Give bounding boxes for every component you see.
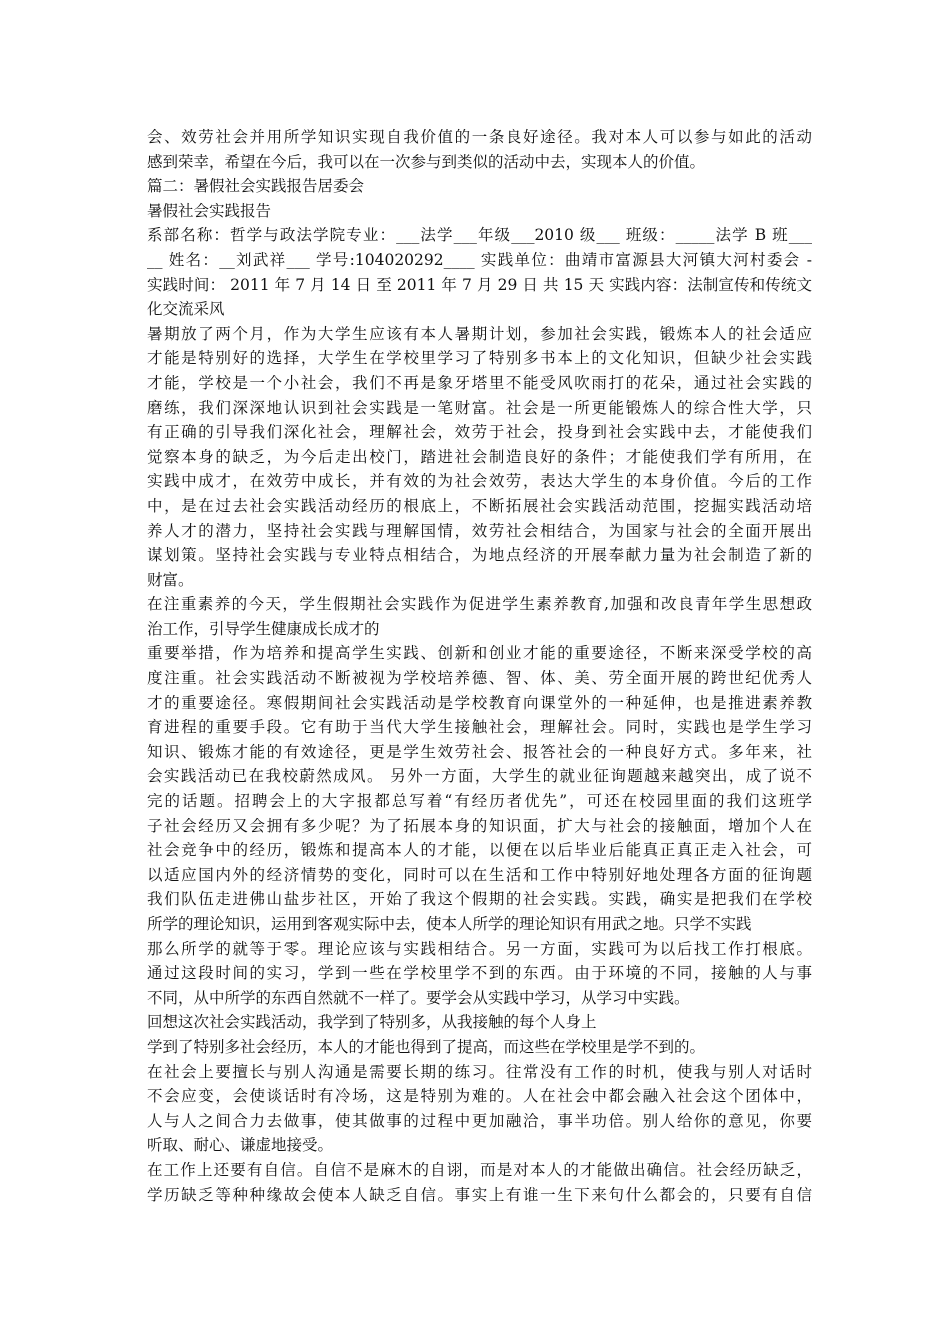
text-line: 在社会上要擅长与别人沟通是需要长期的练习。往常没有工作的时机，使我与别人对话时 bbox=[147, 1062, 812, 1081]
text-line: 社会竞争中的经历，锻炼和提高本人的才能，以便在以后毕业后能真正真正走入社会，可 bbox=[147, 841, 812, 860]
text-line: 重要举措，作为培养和提高学生实践、创新和创业才能的重要途径，不断来深受学校的高 bbox=[147, 644, 812, 663]
text-line: 觉察本身的缺乏，为今后走出校门，踏进社会制造良好的条件；才能使我们学有所用，在 bbox=[147, 447, 812, 466]
text-line: __ 姓名：__刘武祥___ 学号:104020292____ 实践单位：曲靖市富源县大河镇大河村委会 - bbox=[147, 250, 812, 269]
text-line: 化交流采风 bbox=[147, 300, 225, 319]
text-line: 才能是特别好的选择，大学生在学校里学习了特别多书本上的文化知识，但缺少社会实践 bbox=[147, 349, 812, 368]
text-line: 所学的理论知识，运用到客观实际中去，使本人所学的理论知识有用武之地。只学不实践 bbox=[147, 915, 752, 933]
text-line: 听取、耐心、谦虚地接受。 bbox=[147, 1136, 334, 1155]
text-line: 才能，学校是一个小社会，我们不再是象牙塔里不能受风吹雨打的花朵，通过社会实践的 bbox=[147, 373, 812, 392]
text-line: 才的重要途径。寒假期间社会实践活动是学校教育向课堂外的一种延伸，也是推进素养教 bbox=[147, 693, 812, 712]
text-line: 有正确的引导我们深化社会，理解社会，效劳于社会，投身到社会实践中去，才能使我们 bbox=[147, 423, 812, 442]
text-line: 人与人之间合力去做事，使其做事的过程中更加融洽，事半功倍。别人给你的意见，你要 bbox=[147, 1111, 812, 1130]
text-line: 以适应国内外的经济情势的变化，同时可以在生活和工作中特别好地处理各方面的征询题 bbox=[147, 865, 812, 884]
text-line: 感到荣幸，希望在今后，我可以在一次参与到类似的活动中去，实现本人的价值。 bbox=[147, 152, 706, 171]
text-line: 实践时间： 2011 年 7 月 14 日 至 2011 年 7 月 29 日 共 15 天 实践内容：法制宣传和传统文 bbox=[147, 275, 812, 294]
text-line: 子社会经历又会拥有多少呢？为了拓展本身的知识面，扩大与社会的接触面，增加个人在 bbox=[147, 816, 812, 835]
text-line: 不会应变，会使谈话时有冷场，这是特别为难的。人在社会中都会融入社会这个团体中， bbox=[147, 1087, 812, 1106]
text-line: 知识、锻炼才能的有效途径，更是学生效劳社会、报答社会的一种良好方式。多年来，社 bbox=[147, 742, 812, 761]
text-line: 在工作上还要有自信。自信不是麻木的自诩，而是对本人的才能做出确信。社会经历缺乏， bbox=[147, 1160, 812, 1179]
text-line: 学历缺乏等种种缘故会使本人缺乏自信。事实上有谁一生下来句什么都会的，只要有自信 bbox=[147, 1185, 812, 1204]
text-line: 治工作，引导学生健康成长成才的 bbox=[147, 619, 380, 638]
text-line: 通过这段时间的实习，学到一些在学校里学不到的东西。由于环境的不同，接触的人与事 bbox=[147, 964, 812, 983]
text-line: 暑期放了两个月，作为大学生应该有本人暑期计划，参加社会实践，锻炼本人的社会适应 bbox=[147, 324, 812, 343]
text-line: 会、效劳社会并用所学知识实现自我价值的一条良好途径。我对本人可以参与如此的活动 bbox=[147, 128, 812, 146]
text-line: 暑假社会实践报告 bbox=[147, 201, 272, 220]
text-line: 度注重。社会实践活动不断被视为学校培养德、智、体、美、劳全面开展的跨世纪优秀人 bbox=[147, 669, 812, 688]
text-line: 磨练，我们深深地认识到社会实践是一笔财富。社会是一所更能锻炼人的综合性大学，只 bbox=[147, 398, 812, 417]
text-line: 不同，从中所学的东西自然就不一样了。要学会从实践中学习，从学习中实践。 bbox=[147, 988, 690, 1007]
text-line: 我们队伍走进佛山盐步社区，开始了我这个假期的社会实践。实践，确实是把我们在学校 bbox=[147, 890, 812, 909]
text-line: 财富。 bbox=[147, 570, 194, 589]
text-line: 会实践活动已在我校蔚然成风。 另外一方面，大学生的就业征询题越来越突出，成了说不 bbox=[147, 767, 812, 786]
text-line: 实践中成才，在效劳中成长，并有效的为社会效劳，表达大学生的本身价值。今后的工作 bbox=[147, 472, 812, 491]
document-body bbox=[147, 125, 812, 1207]
text-line: 篇二：暑假社会实践报告居委会 bbox=[147, 177, 365, 196]
text-line: 中，是在过去社会实践活动经历的根底上，不断拓展社会实践活动范围，挖掘实践活动培 bbox=[147, 496, 812, 515]
text-line: 养人才的潜力，坚持社会实践与理解国情，效劳社会相结合，为国家与社会的全面开展出 bbox=[147, 521, 812, 540]
text-line: 那么所学的就等于零。理论应该与实践相结合。另一方面，实践可为以后找工作打根底。 bbox=[147, 939, 812, 958]
text-line: 谋划策。坚持社会实践与专业特点相结合，为地点经济的开展奉献力量为社会制造了新的 bbox=[147, 546, 812, 565]
text-line: 系部名称：哲学与政法学院专业：___法学___年级___2010 级___ 班级：_____法学 B 班___ bbox=[147, 226, 812, 245]
text-line: 完的话题。招聘会上的大字报都总写着“有经历者优先”，可还在校园里面的我们这班学 bbox=[147, 792, 812, 811]
text-line: 在注重素养的今天，学生假期社会实践作为促进学生素养教育,加强和改良青年学生思想政 bbox=[147, 595, 812, 614]
text-line: 育进程的重要手段。它有助于当代大学生接触社会，理解社会。同时，实践也是学生学习 bbox=[147, 718, 812, 737]
text-line: 学到了特别多社会经历，本人的才能也得到了提高，而这些在学校里是学不到的。 bbox=[147, 1037, 706, 1056]
text-line: 回想这次社会实践活动，我学到了特别多，从我接触的每个人身上 bbox=[147, 1013, 597, 1032]
